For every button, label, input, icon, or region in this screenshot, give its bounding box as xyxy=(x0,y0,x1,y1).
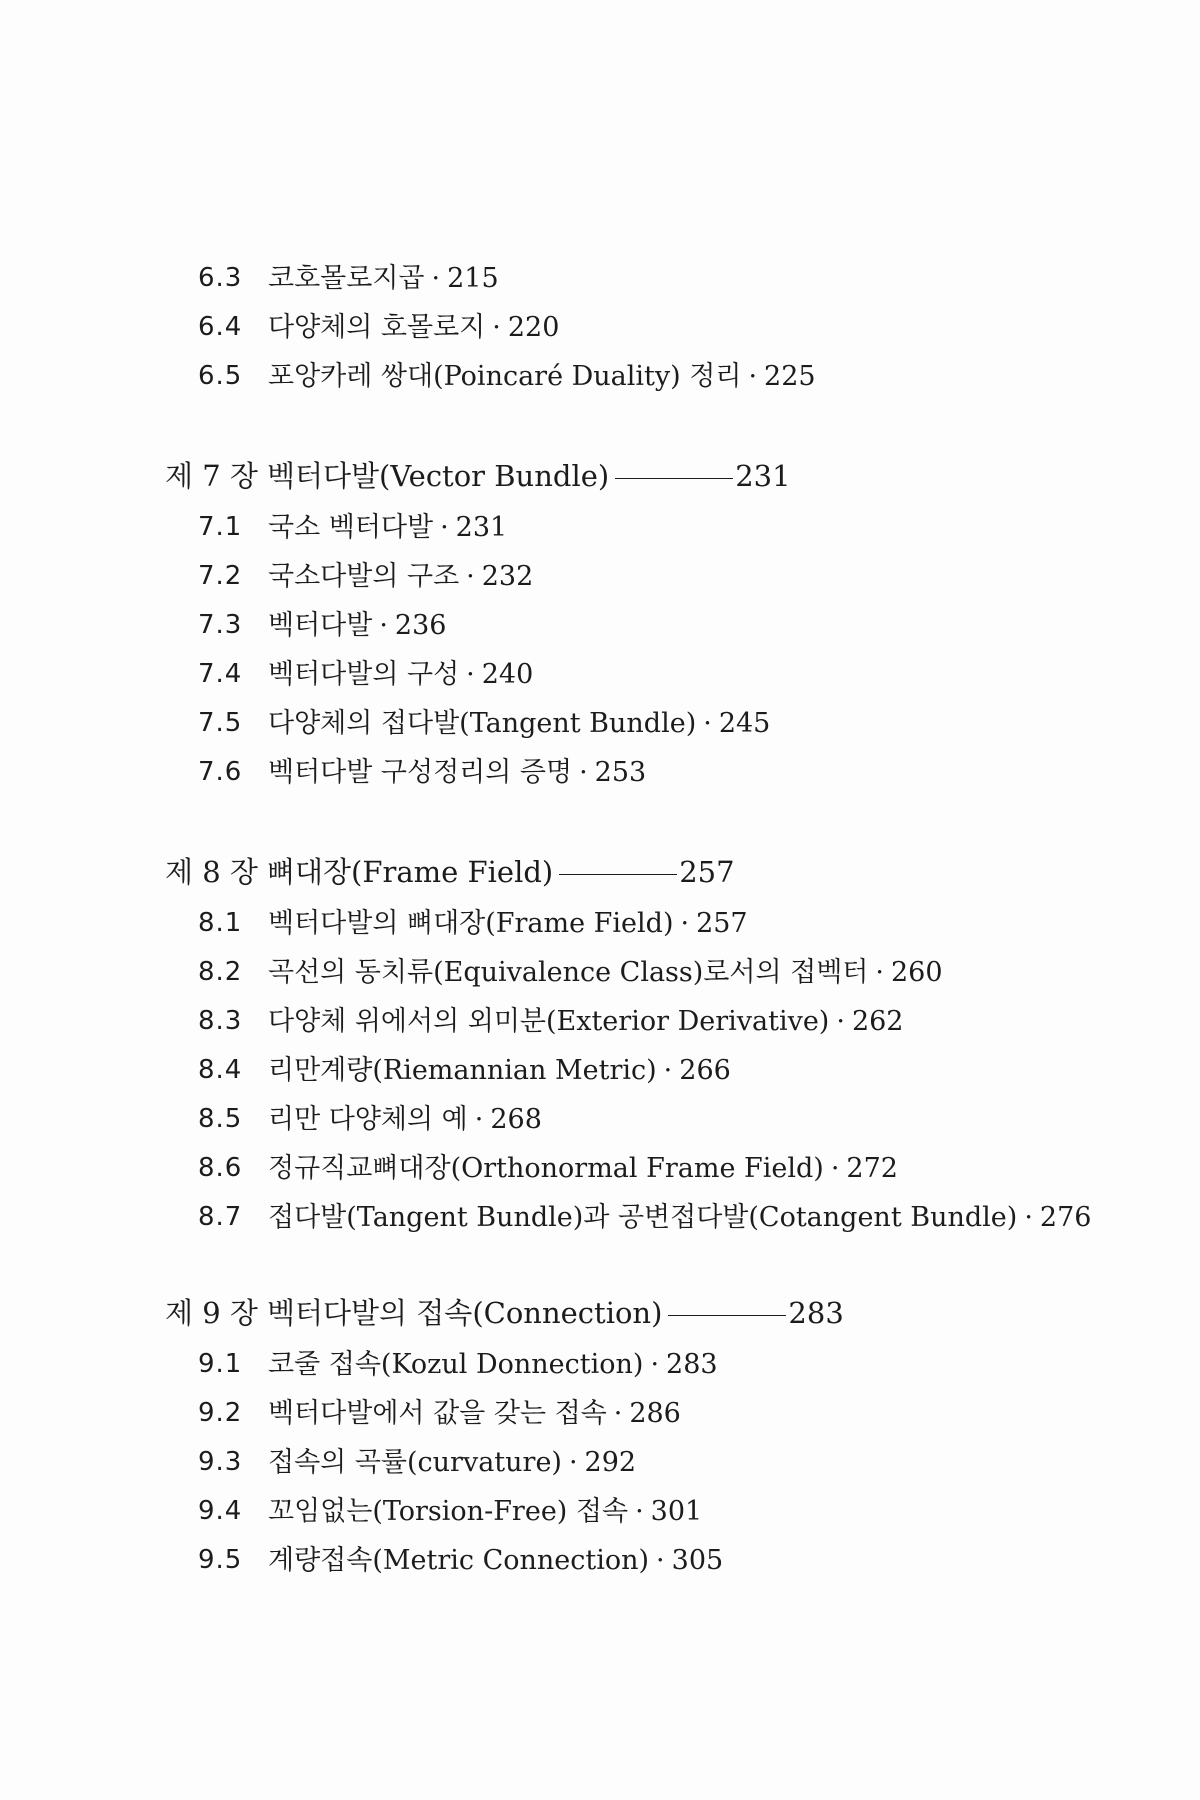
leader-line xyxy=(668,1315,786,1316)
separator-dot: · xyxy=(613,1398,623,1429)
section-page: 240 xyxy=(481,659,534,690)
section-title: 다양체 위에서의 외미분(Exterior Derivative) xyxy=(268,1006,830,1037)
section-page: 301 xyxy=(650,1496,703,1527)
section-title: 정규직교뼈대장(Orthonormal Frame Field) xyxy=(268,1153,824,1184)
section-title: 벡터다발에서 값을 갖는 접속 xyxy=(268,1398,607,1429)
section-title: 꼬임없는(Torsion-Free) 접속 xyxy=(268,1496,629,1527)
section-page: 225 xyxy=(764,361,816,392)
section-title: 벡터다발의 뼈대장(Frame Field) xyxy=(268,908,674,939)
separator-dot: · xyxy=(568,1447,578,1478)
chapter-6-sections xyxy=(0,254,1200,401)
section-title: 접속의 곡률(curvature) xyxy=(268,1447,562,1478)
separator-dot: · xyxy=(875,957,884,988)
toc-section[interactable] xyxy=(0,699,1200,748)
section-number: 8.5 xyxy=(198,1104,243,1134)
toc-section[interactable] xyxy=(0,1095,1200,1144)
section-page: 236 xyxy=(394,610,447,641)
section-page: 262 xyxy=(851,1006,904,1037)
section-page: 220 xyxy=(507,312,560,343)
section-page: 266 xyxy=(679,1055,731,1086)
section-title: 계량접속(Metric Connection) xyxy=(268,1545,650,1576)
section-page: 231 xyxy=(455,512,508,543)
section-number: 8.3 xyxy=(198,1006,243,1036)
section-title: 리만계량(Riemannian Metric) xyxy=(268,1055,657,1086)
separator-dot: · xyxy=(492,312,501,343)
chapter-title: 벡터다발(Vector Bundle) xyxy=(267,459,610,493)
section-title: 포앙카레 쌍대(Poincaré Duality) 정리 xyxy=(268,361,742,392)
section-number: 9.1 xyxy=(198,1349,243,1379)
section-title: 접다발(Tangent Bundle)과 공변접다발(Cotangent Bundle) xyxy=(268,1202,1018,1233)
chapter-8 xyxy=(0,845,1200,1242)
section-title: 다양체의 호몰로지 xyxy=(268,312,486,343)
section-page: 286 xyxy=(629,1398,681,1429)
separator-dot: · xyxy=(1024,1202,1033,1233)
toc-section[interactable] xyxy=(0,1046,1200,1095)
section-title: 코줄 접속(Kozul Donnection) xyxy=(268,1349,644,1380)
section-number: 9.3 xyxy=(198,1447,243,1477)
section-page: 268 xyxy=(490,1104,542,1135)
section-page: 253 xyxy=(594,757,647,788)
toc-section[interactable] xyxy=(0,254,1200,303)
section-number: 8.7 xyxy=(198,1202,243,1232)
separator-dot: · xyxy=(663,1055,673,1086)
toc-section[interactable] xyxy=(0,1487,1200,1536)
section-title: 코호몰로지곱 xyxy=(268,263,425,294)
section-page: 276 xyxy=(1039,1202,1092,1233)
section-page: 283 xyxy=(666,1349,718,1380)
section-title: 국소다발의 구조 xyxy=(268,561,460,592)
chapter-title: 벡터다발의 접속(Connection) xyxy=(267,1296,663,1330)
separator-dot: · xyxy=(466,561,475,592)
separator-dot: · xyxy=(431,263,441,294)
section-number: 6.3 xyxy=(198,263,243,293)
section-number: 8.1 xyxy=(198,908,243,938)
section-number: 7.4 xyxy=(198,659,243,689)
section-number: 9.4 xyxy=(198,1496,243,1526)
toc-section[interactable] xyxy=(0,1389,1200,1438)
section-title: 다양체의 접다발(Tangent Bundle) xyxy=(268,708,697,739)
toc-section[interactable] xyxy=(0,552,1200,601)
chapter-7 xyxy=(0,449,1200,797)
chapter-title: 뼈대장(Frame Field) xyxy=(267,855,554,889)
chapter-page: 257 xyxy=(679,855,735,889)
chapter-label: 제 8 장 xyxy=(165,855,258,889)
chapter-heading[interactable] xyxy=(0,449,1200,503)
separator-dot: · xyxy=(466,659,475,690)
chapter-heading[interactable] xyxy=(0,1286,1200,1340)
section-number: 8.4 xyxy=(198,1055,243,1085)
section-number: 9.2 xyxy=(198,1398,243,1428)
section-number: 8.6 xyxy=(198,1153,243,1183)
section-page: 245 xyxy=(718,708,771,739)
leader-line xyxy=(559,874,677,875)
separator-dot: · xyxy=(474,1104,484,1135)
section-title: 곡선의 동치류(Equivalence Class)로서의 접벡터 xyxy=(268,957,869,988)
section-title: 벡터다발 구성정리의 증명 xyxy=(268,757,573,788)
separator-dot: · xyxy=(836,1006,845,1037)
toc-section[interactable] xyxy=(0,601,1200,650)
section-page: 272 xyxy=(846,1153,898,1184)
toc-section[interactable] xyxy=(0,899,1200,948)
section-number: 6.4 xyxy=(198,312,243,342)
toc-section[interactable] xyxy=(0,1536,1200,1585)
toc-section[interactable] xyxy=(0,1438,1200,1487)
section-number: 7.6 xyxy=(198,757,243,787)
section-page: 305 xyxy=(671,1545,724,1576)
toc-section[interactable] xyxy=(0,1193,1200,1242)
separator-dot: · xyxy=(635,1496,644,1527)
chapter-page: 231 xyxy=(735,459,791,493)
toc-section[interactable] xyxy=(0,303,1200,352)
section-number: 7.5 xyxy=(198,708,243,738)
chapter-heading[interactable] xyxy=(0,845,1200,899)
separator-dot: · xyxy=(656,1545,665,1576)
chapter-label: 제 7 장 xyxy=(165,459,258,493)
section-title: 벡터다발 xyxy=(268,610,373,641)
section-page: 215 xyxy=(447,263,499,294)
separator-dot: · xyxy=(703,708,712,739)
toc-section[interactable] xyxy=(0,352,1200,401)
toc-section[interactable] xyxy=(0,650,1200,699)
chapter-page: 283 xyxy=(788,1296,844,1330)
section-number: 7.2 xyxy=(198,561,243,591)
section-page: 257 xyxy=(696,908,748,939)
section-number: 7.3 xyxy=(198,610,243,640)
section-number: 8.2 xyxy=(198,957,243,987)
section-page: 260 xyxy=(890,957,943,988)
section-title: 국소 벡터다발 xyxy=(268,512,434,543)
section-number: 9.5 xyxy=(198,1545,243,1575)
toc-section[interactable] xyxy=(0,1144,1200,1193)
toc-section[interactable] xyxy=(0,1340,1200,1389)
toc-section[interactable] xyxy=(0,503,1200,552)
toc-section[interactable] xyxy=(0,948,1200,997)
separator-dot: · xyxy=(830,1153,840,1184)
separator-dot: · xyxy=(379,610,388,641)
separator-dot: · xyxy=(680,908,690,939)
section-title: 벡터다발의 구성 xyxy=(268,659,460,690)
separator-dot: · xyxy=(748,361,758,392)
chapter-label: 제 9 장 xyxy=(165,1296,258,1330)
toc-section[interactable] xyxy=(0,997,1200,1046)
section-page: 232 xyxy=(481,561,534,592)
section-number: 6.5 xyxy=(198,361,243,391)
toc-section[interactable] xyxy=(0,748,1200,797)
section-number: 7.1 xyxy=(198,512,243,542)
separator-dot: · xyxy=(440,512,449,543)
section-page: 292 xyxy=(584,1447,637,1478)
chapter-9 xyxy=(0,1286,1200,1585)
separator-dot: · xyxy=(650,1349,660,1380)
leader-line xyxy=(615,478,733,479)
separator-dot: · xyxy=(579,757,588,788)
section-title: 리만 다양체의 예 xyxy=(268,1104,468,1135)
